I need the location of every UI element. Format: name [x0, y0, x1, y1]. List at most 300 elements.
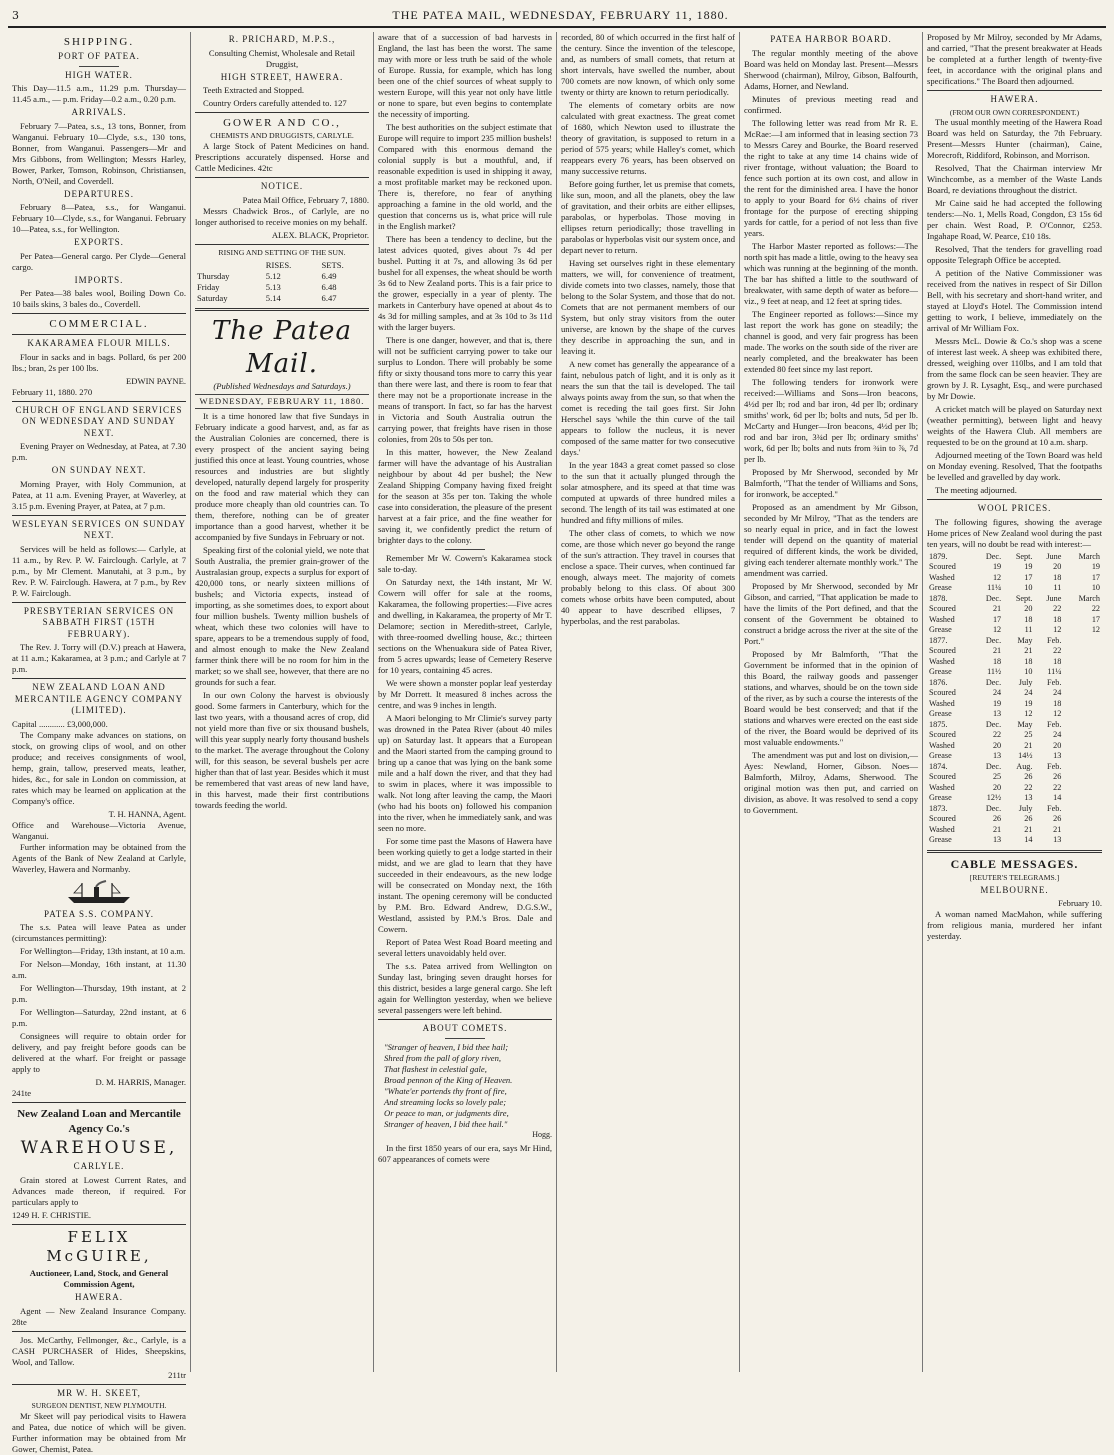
wool-table-cell: 18	[1053, 698, 1062, 708]
wool-table-cell: 12	[1053, 709, 1062, 718]
wool-table-cell: 19	[1024, 698, 1033, 708]
comets-text: In the first 1850 years of our era, says Mr Hind, 607 appearances of comets were	[378, 1142, 552, 1164]
wool-table-row	[927, 699, 1102, 710]
prichard-subheading: Consulting Chemist, Wholesale and Retail Druggist,	[208, 47, 356, 69]
sunday-heading: ON SUNDAY NEXT.	[51, 465, 147, 476]
wool-table-cell: Feb.	[1047, 803, 1062, 813]
local-item: On Saturday next, the 14th instant, Mr W. Cowern will offer for sale at the rooms, Kakaramea, the following properties:—Five acres and dwelling, in Kakaramea, the property of Mr T. Delamore; section in Meredith-street, Carlyle, with three-roomed dwelling house, &c.; thirteen sections on the Whenuakura side of Patea River, from 5 acres upwards; lease of Cemetery Reserve for 10 years, containing 45 acres.	[378, 577, 552, 675]
wool-table-cell: 1877.	[929, 635, 948, 645]
sunday-text: Morning Prayer, with Holy Communion, at Patea, at 11 a.m. Evening Prayer, at Waverley, at 3.15 p.m. Evening Prayer, at Patea, at 7 p.m.	[12, 478, 186, 511]
notice-heading: NOTICE.	[260, 181, 304, 192]
hawera-paragraph: A petition of the Native Commissioner was received from the natives in respect of Sir Dillon Bell, with his secretary and short-hand writer, and stayed at Lloyd's Hotel. The Commission intend getting to work, I believe, immediately on the arrival of Mr William Fox.	[927, 267, 1102, 333]
wool-table-cell: March	[1078, 593, 1100, 603]
harbor-board-heading: PATEA HARBOR BOARD.	[770, 34, 892, 44]
port-heading: PORT OF PATEA.	[58, 51, 140, 62]
wool-table-cell: Scoured	[929, 772, 956, 781]
patea-schedule-2: For Nelson—Monday, 16th instant, at 11.30 a.m.	[12, 959, 186, 981]
sun-row: Friday 5.13 6.48	[197, 281, 337, 292]
patea-signature: D. M. HARRIS, Manager.	[95, 1077, 186, 1088]
wool-table-row	[927, 720, 1102, 731]
wesleyan-heading: WESLEYAN SERVICES ON SUNDAY NEXT.	[12, 518, 186, 541]
wool-table-cell: Washed	[929, 656, 955, 666]
wool-table-cell	[1063, 657, 1102, 668]
commercial-heading: COMMERCIAL.	[49, 318, 149, 331]
wool-table-cell: Grease	[929, 835, 952, 844]
wool-table-cell: 10	[1024, 583, 1033, 592]
wool-table-row	[927, 825, 1102, 836]
wool-table-cell: 13	[992, 751, 1002, 760]
nz-loan-capital: Capital ............ £3,000,000.	[12, 718, 108, 729]
wool-table-cell: 19	[1024, 562, 1033, 571]
local-item: A Maori belonging to Mr Climie's survey party was drowned in the Patea River (about 40 miles up) on Saturday last. It appears that a European and the Maori started from the camping ground to bring up a canoe that was lying on the bank some mile and a half down the river, and that they had to swim in places, where it was impossible to walk. Not long after leaving the camp, the Maori (who had his boots on) followed his companion into the river, when he immediately sank, and was seen no more.	[378, 713, 552, 833]
hawera-paragraph: Resolved, That the Chairman interview Mr Winchcombe, as a member of the Waste Lands Board, re deviations throughout the district.	[927, 162, 1102, 195]
column-4	[557, 32, 740, 1372]
skeet-text: Mr Skeet will pay periodical visits to Hawera and Patea, due notice of which will be given. Further information may be obtained from Mr Gower, Chemist, Patea.	[12, 1411, 186, 1455]
notice-text: Messrs Chadwick Bros., of Carlyle, are no longer authorised to receive monies on my behalf.	[195, 205, 369, 227]
wool-table-cell: 10	[1024, 667, 1033, 676]
running-header	[8, 6, 1106, 28]
wool-table-cell: 14½	[1018, 751, 1033, 760]
editorial-paragraph: In this matter, however, the New Zealand farmer will have the advantage of his Australian neighbour by about 4d per bushel; the New Zealand Shipping Company having fixed freight for the season at 35s per ton. Taking the whole case into consideration, the pleasure of the present harvest at a fair price, and the fine weather for saving it, we confidently predict the return of brighter days to the colony.	[378, 447, 552, 545]
wool-table-row	[927, 657, 1102, 668]
wool-table-cell: Scoured	[929, 604, 956, 613]
shipping-heading: SHIPPING.	[63, 36, 135, 48]
wool-table-cell: Dec.	[985, 677, 1002, 687]
wool-table-row	[927, 709, 1102, 720]
comets-paragraph: The elements of cometary orbits are now calculated with great exactness. The great comet of 1680, which Newton used to illustrate the theory of gravitation, is supposed to return in a period of 575 years; while Halley's comet, which reappears every 76 years, has been observed on many successive returns.	[561, 100, 735, 176]
wool-table-cell: 1875.	[929, 719, 948, 729]
wool-table-cell: Washed	[929, 614, 955, 624]
prichard-teeth: Teeth Extracted and Stopped.	[203, 85, 305, 96]
wool-prices-table	[927, 552, 1102, 846]
high-water-text: This Day—11.5 a.m., 11.29 p.m. Thursday—11.45 a.m., — p.m. Friday—0.2 a.m., 0.20 p.m.	[12, 83, 186, 105]
wool-table-cell: 20	[1053, 562, 1062, 571]
nz-loan-text: The Company make advances on stations, on stock, on growing clips of wool, and on other produce; and receives consignments of wool, hemp, grain, tallow, preserved meats, leather, hides, &c., for sale in London on commission, at rates which may be learned on application at the Company's office.	[12, 729, 186, 806]
wool-table-cell: 18	[1053, 614, 1062, 624]
column-1	[8, 32, 191, 1455]
wool-table-cell: Scoured	[929, 688, 956, 697]
comets-paragraph: recorded, 80 of which occurred in the first half of the century. Since the invention of the telescope, and, as numbers of small comets, that return at short intervals, have swelled the number, about 700 comets are now known, of which only some twenty or thirty are known to return periodically.	[561, 32, 735, 97]
column-container	[8, 32, 1106, 1455]
poem-line: "Stranger of heaven, I bid thee hail;	[384, 1041, 509, 1052]
wool-table-cell: 20	[1053, 740, 1062, 750]
wool-table-cell: June	[1046, 551, 1062, 561]
wool-table-row	[927, 636, 1102, 647]
wool-table-cell: Scoured	[929, 646, 956, 655]
wool-table-cell: 14	[1024, 835, 1033, 844]
patea-schedule-1: For Wellington—Friday, 13th instant, at 10 a.m.	[20, 946, 186, 957]
wool-table-cell: 21	[992, 604, 1002, 613]
editorial-paragraph: In our own Colony the harvest is obviously good. Some farmers in Canterbury, which for the last two years, with a thousand acres of crop, did not yield more than five or six thousand bushels, will this year supply nearly forty thousand bushels to the market. The average throughout the Colony will, for this season, be several bushels per acre higher than that of last year. Besides which it must be remembered that vast areas of new land have, in this harvest, made their first contributions towards feeding the world.	[195, 690, 369, 811]
wool-table-cell: 17	[1091, 614, 1100, 624]
wool-table-cell	[1063, 835, 1102, 846]
wool-table-cell: 22	[1053, 604, 1062, 613]
wool-table-cell: 12	[1091, 625, 1100, 634]
wool-table-cell: 19	[992, 698, 1002, 708]
nz-loan-office: Office and Warehouse—Victoria Avenue, Wanganui.	[12, 819, 186, 841]
flour-text: Flour in sacks and in bags. Pollard, 6s per 200 lbs.; bran, 2s per 100 lbs.	[12, 351, 186, 373]
wool-table-cell: May	[1017, 719, 1033, 729]
wool-table-cell: 22	[1053, 782, 1062, 792]
poem-citation: Hogg.	[532, 1129, 552, 1139]
wool-table-cell: 12	[1024, 709, 1033, 718]
patea-code: 241te	[12, 1088, 32, 1099]
patea-company-heading: PATEA S.S. COMPANY.	[44, 908, 154, 919]
issue-dateline: WEDNESDAY, FEBRUARY 11, 1880.	[195, 394, 369, 409]
wool-table-cell	[1063, 762, 1102, 773]
wool-table-cell: 25	[1024, 730, 1033, 739]
harbor-paragraph: Proposed by Mr Sherwood, seconded by Mr Gibson, and carried, "That application be made to have the limits of the Port defined, and that the consent of the Government be obtained to construct a bridge across the river at the site of the Port."	[744, 580, 918, 646]
exports-heading: EXPORTS.	[74, 237, 124, 248]
wool-table-cell: July	[1018, 677, 1033, 687]
departures-heading: DEPARTURES.	[64, 188, 134, 199]
skeet-heading: MR W. H. SKEET,	[57, 1387, 141, 1398]
wesleyan-text: Services will be held as follows:— Carlyle, at 11 a.m., by Rev. P. W. Fairclough. Carlyle, at 7 p.m., by Mr Clement. Manutahi, at 3 p.m., by Rev. P. W. Fairclough. Hawera, at 7 p.m., by Rev P. W. Fairclough.	[12, 543, 186, 598]
cable-place: MELBOURNE.	[980, 884, 1049, 895]
wool-table-cell: Scoured	[929, 814, 956, 823]
wool-table-row	[927, 730, 1102, 741]
wool-table-cell: 25	[992, 772, 1002, 781]
arrivals-text: February 7—Patea, s.s., 13 tons, Bonner, from Wanganui. February 10—Clyde, s.s., 130 tons, Bonner, from Wanganui. Passengers—Mr and Mrs Gibbons, from Wellington; Messrs Harley, Bower, Parker, Tomson, Robinson, Christiansen, North, O'Neil, and Coverdell.	[12, 120, 186, 186]
flour-mills-heading: KAKARAMEA FLOUR MILLS.	[27, 338, 171, 349]
wool-table-cell: 19	[1091, 562, 1100, 571]
mcguire-heading: FELIX McGUIRE,	[46, 1227, 152, 1266]
church-heading: CHURCH OF ENGLAND SERVICES ON WEDNESDAY AND SUNDAY NEXT.	[15, 404, 183, 438]
wool-table-cell: 20	[992, 740, 1002, 750]
poem-line: Stranger of heaven, I bid thee hail."	[384, 1118, 508, 1129]
editorial-paragraph: The best authorities on the subject estimate that Europe will require to import 235 million bushels! Compared with this enormous demand the colonial supply is but a mouthful, and, if reasonable expedition is used in shipping it away, a most profitable market may be reckoned upon. There is, therefore, no fear of anything approaching a famine in the old world, and the question that concerns us is, what price will rule in the English market?	[378, 122, 552, 231]
poem-line: Shred from the pall of glory riven,	[384, 1052, 502, 1063]
wool-table-cell: Grease	[929, 751, 952, 760]
wool-table-cell: 22	[1053, 646, 1062, 655]
sun-row: Thursday 5.12 6.49	[197, 270, 337, 281]
wool-table-cell: 13	[992, 709, 1002, 718]
wool-table-cell: 19	[992, 562, 1002, 571]
wool-table-cell: 1873.	[929, 803, 948, 813]
wool-table-cell: Dec.	[985, 761, 1002, 771]
wool-table-cell	[1063, 720, 1102, 731]
wool-table-cell: 26	[992, 814, 1002, 823]
wool-table-cell: 18	[1053, 572, 1062, 582]
arrivals-heading: ARRIVALS.	[71, 107, 127, 118]
wool-table-cell: 10	[1091, 583, 1100, 592]
wool-table-row	[927, 804, 1102, 815]
wool-table-cell: Grease	[929, 583, 952, 592]
wool-table-cell: 26	[1024, 772, 1033, 781]
wool-table-row	[927, 793, 1102, 804]
wool-table-cell: 21	[1024, 740, 1033, 750]
wool-table-cell: 26	[1053, 772, 1062, 781]
wool-table-cell: 22	[992, 730, 1002, 739]
high-water-heading: HIGH WATER.	[65, 69, 133, 80]
presbyterian-text: The Rev. J. Torry will (D.V.) preach at Hawera, at 11 a.m.; Kakaramea, at 3 p.m.; and Carlyle at 7 p.m.	[12, 642, 186, 675]
local-item: For some time past the Masons of Hawera have been working quietly to get a lodge started in their midst, and we are glad to learn that they have succeeded in their endeavours, as the new lodge will be consecrated on Monday next, the 16th instant. The opening ceremony will be conducted by P.M. Bro. Edward Andrew, D.G.S.W., Westland, assisted by P.M.'s Bros. Dale and Cowern.	[378, 836, 552, 934]
presbyterian-heading: PRESBYTERIAN SERVICES ON SABBATH FIRST (15TH FEBRUARY).	[23, 605, 175, 639]
harbor-paragraph: Proposed by Mr Balmforth, "That the Government be informed that in the opinion of this Board, the railway goods and passenger stations, and wharves, should be on the town side of the river, as by such a course the interests of the Board would be best conserved; and that if the stations and wharves were erected on the east side of the river, the Board would be deprived of its most valuable endowments."	[744, 648, 918, 747]
wool-table-cell: Grease	[929, 625, 952, 634]
wool-table-row	[927, 814, 1102, 825]
wool-table-row	[927, 646, 1102, 657]
wool-table-cell: 21	[992, 824, 1002, 834]
wool-table-cell: Washed	[929, 698, 955, 708]
cable-source: [REUTER'S TELEGRAMS.]	[969, 872, 1060, 882]
wool-table-row	[927, 688, 1102, 699]
wool-prices-intro: The following figures, showing the average Home prices of New Zealand wool during the past ten years, will no doubt be read with interest:—	[927, 516, 1102, 549]
mcguire-place: HAWERA.	[74, 1292, 124, 1303]
harbor-paragraph: The following tenders for ironwork were received:—Williams and Sons—Iron beacons, 4½d per lb; rod and bar iron, 4d per lb; ordinary smiths' work, 6d per lb; bolts and nuts, 5d per lb. McCarty and Hunger—Iron beacons, 4½d per lb; rod and bar iron, 3¾d per lb; ordinary smiths' work, 6d per lb; bolts and nuts from ¾in to ⅞, 7d per lb.	[744, 376, 918, 464]
wool-table-cell: Scoured	[929, 562, 956, 571]
harbor-paragraph: The Engineer reported as follows:—Since my last report the work has gone on steadily; the channel is good, and very fair progress has been made. The works on the south side of the river are nearly completed, and the breakwater has been extended 80 feet since my last report.	[744, 308, 918, 374]
column-6	[923, 32, 1106, 1372]
wool-table-cell: Washed	[929, 740, 955, 750]
wool-table-cell: 18	[1053, 656, 1062, 666]
warehouse-heading: New Zealand Loan and Mercantile Agency Co.'s	[17, 1108, 181, 1135]
prichard-orders: Country Orders carefully attended to. 127	[203, 98, 347, 109]
prichard-place: HIGH STREET, HAWERA.	[220, 71, 344, 82]
patea-schedule-4: For Wellington—Saturday, 22nd instant, at 6 p.m.	[12, 1007, 186, 1029]
editorial-paragraph: There is one danger, however, and that is, there will not be sufficient carrying power to take our surplus to London. There will probably be some fifty or sixty thousand tons more to carry this year than there were last, and there is room to fear that there may not be a proportionate increase in the means of transport. In fact, so far has the harvest in Victoria and South Australia outrun the carrying power, that freights have risen in those colonies, from 20s to 50s per ton.	[378, 335, 552, 444]
wool-table-cell: 21	[1053, 824, 1062, 834]
wool-table-cell	[1063, 688, 1102, 699]
comets-paragraph: Before going further, let us premise that comets, like sun, moon, and all the planets, obey the law of gravitation, and their orbits are either ellipses, parabolas, or hyperbolas. Those moving in ellipses return periodically; those travelling in parabolas or hyperbolas visit our system once, and depart never to return.	[561, 179, 735, 255]
comets-paragraph: Having set ourselves right in these elementary matters, we will, for convenience of treatment, divide comets into two classes, namely, those that belong to the Solar System, and those that do not. Comets that are not permanent members of our System, but only stray visitors from the outer universe, are known by the shape of the curves they describe in approaching the sun, and in leaving it.	[561, 258, 735, 356]
wool-table-cell: May	[1017, 635, 1033, 645]
wool-table-cell: 13	[1053, 751, 1062, 760]
mcguire-agent: Agent — New Zealand Insurance Company. 28te	[12, 1305, 186, 1327]
wool-table-cell: 24	[1053, 688, 1062, 697]
warehouse-title: WAREHOUSE,	[20, 1137, 178, 1158]
wool-table-cell: 24	[1053, 730, 1062, 739]
cowern-notice: Remember Mr W. Cowern's Kakaramea stock sale to-day.	[378, 553, 552, 574]
wool-table-cell: 14	[1053, 793, 1062, 802]
wool-table-cell: 22	[1091, 604, 1100, 613]
nz-loan-heading: NEW ZEALAND LOAN AND MERCANTILE AGENCY COMPANY (LIMITED).	[14, 682, 184, 716]
wool-table-cell: 17	[992, 614, 1002, 624]
sun-column-rises: RISES.	[265, 259, 292, 270]
wool-table-row	[927, 667, 1102, 678]
wool-table-row	[927, 762, 1102, 773]
wool-table-row	[927, 678, 1102, 689]
wool-table-cell	[1063, 730, 1102, 741]
wool-table-cell: Sept.	[1015, 551, 1033, 561]
wool-table-cell: 13	[1053, 835, 1062, 844]
editorial-paragraph: Speaking first of the colonial yield, we note that South Australia, the premier grain-grower of the Australasian group, expects a surplus for export of 420,000 tons, or nearly sixteen millions of bushels; and Victoria expects, instead of importing, as she sometimes does, to export about four million bushels. Twenty million bushels of wheat, which these two colonies will have to spare, appears to be a tremendous supply of food, and almost enough to make the New Zealand farmer think there will be no room for him in the market; so we shall see, however, that there are no grounds for such a fear.	[195, 545, 369, 688]
wool-table-row	[927, 615, 1102, 626]
editorial-paragraph: There has been a tendency to decline, but the latest advices quoted, gives about 7s 4d per bushel. Putting it at 7s, and allowing 3s 6d per bushel for all expenses, the wheat should be worth 3s 6d to New Zealand ports. This is a fair price to the grower, especially in a year of plenty. The markets in Canterbury have opened at about 4s to 4s 3d for milling samples, and at 3s 10d to 3s 11d with the larger buyers.	[378, 234, 552, 332]
comets-paragraph: A new comet has generally the appearance of a faint, nebulous patch of light, and it is only as it nears the sun that the tail is developed. The tail always points away from the sun, so that when the comet is receding the tail goes first. Sir John Herschel says 'while the thin curve of the tail appears to follow the nucleus, it is never composed of the same matter for two consecutive days.'	[561, 359, 735, 457]
harbor-paragraph: Proposed by Mr Sherwood, seconded by Mr Balmforth, "That the tender of Williams and Sons, for ironwork, be accepted."	[744, 466, 918, 499]
wool-table-cell	[1063, 814, 1102, 825]
warehouse-text: Grain stored at Lowest Current Rates, and Advances made thereon, if required. For particulars apply to	[12, 1174, 186, 1207]
wool-table-cell: 21	[1024, 646, 1033, 655]
wool-table-cell: Feb.	[1047, 719, 1062, 729]
hawera-paragraph: The usual monthly meeting of the Hawera Road Board was held on Saturday, the 7th February. Present—Messrs Hunter (chairman), Caine, Morecroft, Riddiford, Robinson, and Morrison.	[927, 116, 1102, 160]
wool-table-cell: March	[1078, 551, 1100, 561]
harbor-paragraph: Proposed as an amendment by Mr Gibson, seconded by Mr Milroy, "That as the tenders are so nearly equal in price, and in fact the lowest tender will depend on the quantity of material required of different kinds, the work be divided, giving each tenderer alternate monthly work." The amendment was carried.	[744, 501, 918, 578]
column-2	[191, 32, 374, 1372]
sun-heading: RISING AND SETTING OF THE SUN.	[218, 247, 346, 257]
wool-table-cell: Grease	[929, 667, 952, 676]
wool-table-cell: 18	[1024, 614, 1033, 624]
exports-text: Per Patea—General cargo. Per Clyde—General cargo.	[12, 250, 186, 272]
wool-table-cell: 20	[992, 782, 1002, 792]
sun-row: Saturday 5.14 6.47	[197, 292, 337, 303]
wool-table-cell: 13	[1024, 793, 1033, 802]
hawera-paragraph: Adjourned meeting of the Town Board was held on Monday evening. Resolved, That the footpaths be levelled and gravelled by day work.	[927, 449, 1102, 482]
wool-table-cell: July	[1018, 803, 1033, 813]
wool-table-cell: Dec.	[985, 551, 1002, 561]
wool-table-cell: 1879.	[929, 551, 948, 561]
column-3	[374, 32, 557, 1372]
flour-date: February 11, 1880. 270	[12, 386, 93, 397]
wool-table-cell: Washed	[929, 782, 955, 792]
poem-line: Broad pennon of the King of Heaven.	[384, 1074, 513, 1085]
wool-table-cell: Grease	[929, 709, 952, 718]
comets-heading: ABOUT COMETS.	[422, 1023, 508, 1033]
wool-table-row	[927, 552, 1102, 563]
wool-table-cell	[1063, 699, 1102, 710]
wool-table-cell: Dec.	[985, 635, 1002, 645]
wool-table-row	[927, 604, 1102, 615]
wool-table-row	[927, 562, 1102, 573]
gower-text: A large Stock of Patent Medicines on hand. Prescriptions accurately dispensed. Horse and Cattle Medicines. 42tc	[195, 141, 369, 174]
wool-table-cell: 12	[992, 625, 1002, 634]
wool-table-cell: 18	[992, 656, 1002, 666]
wool-table-cell	[1063, 636, 1102, 647]
church-text: Evening Prayer on Wednesday, at Patea, at 7.30 p.m.	[12, 441, 186, 463]
sun-table	[195, 260, 369, 304]
hawera-paragraph: A cricket match will be played on Saturday next (weather permitting), between light and heavy weights of the Hawera Club. All members are requested to be on the ground at 10 a.m. sharp.	[927, 403, 1102, 447]
wool-table-row	[927, 772, 1102, 783]
column-5	[740, 32, 923, 1372]
wool-table-cell: 18	[1024, 656, 1033, 666]
steamship-icon	[64, 879, 134, 905]
notice-signature: ALEX. BLACK, Proprietor.	[271, 229, 369, 240]
wool-table-cell: 13	[992, 835, 1002, 844]
warehouse-place: CARLYLE.	[73, 1161, 125, 1172]
wool-table-row	[927, 625, 1102, 636]
notice-place: Patea Mail Office, February 7, 1880.	[242, 194, 369, 205]
wool-table-cell: Aug.	[1016, 761, 1033, 771]
patea-company-text: The s.s. Patea will leave Patea as under (circumstances permitting):	[12, 922, 186, 944]
wool-table-cell: 24	[992, 688, 1002, 697]
wool-table-cell	[1063, 751, 1102, 762]
wool-prices-heading: WOOL PRICES.	[977, 502, 1052, 513]
wool-table-row	[927, 751, 1102, 762]
harbor-paragraph: The Harbor Master reported as follows:—The north spit has made a little, owing to the heavy sea which was running at the beginning of the month. The bar has shifted a little to the southward of breakwater, with same depth of water as before—viz., 9 feet at neap, and 12 feet at spring tides.	[744, 240, 918, 306]
paper-nameplate: The Patea Mail.	[212, 315, 352, 379]
comets-paragraph: In the year 1843 a great comet passed so close to the sun that it actually plunged through the solar atmosphere, and its speed at that time was computed at upwards of three hundred miles a second. The length of its tail was estimated at one hundred and fifty millions of miles.	[561, 460, 735, 525]
wool-table-cell	[1063, 678, 1102, 689]
wool-table-row	[927, 583, 1102, 594]
wool-table-cell: Washed	[929, 824, 955, 834]
harbor-intro: The regular monthly meeting of the above Board was held on Monday last. Present—Messrs Sherwood (chairman), Milroy, Gibson, Balfourth, Adams, Horner, and Newland.	[744, 47, 918, 91]
wool-table-cell: Washed	[929, 572, 955, 582]
harbor-closing: Proposed by Mr Milroy, seconded by Mr Adams, and carried, "That the present breakwater at Heads be completed at a further length of twenty-five feet, in accordance with the original plans and specifications." The Board then adjourned.	[927, 32, 1102, 86]
harbor-paragraph: The following letter was read from Mr R. E. McRae:—I am informed that in leasing section 73 to Messrs Carey and Bourke, the Board reserved the right to take at any time 14 chains wide of river frontage, without valuation; the Board to fence such portion at its own cost, and allow in the rent for the diminished area. I have the honor to apply to your Board for 6½ chains of river frontage for the purpose of erecting shipping yards for cattle, for a period of not less than five years.	[744, 117, 918, 238]
wool-table-cell: 12	[992, 572, 1002, 582]
wool-table-cell	[1063, 772, 1102, 783]
wool-table-cell: 12½	[986, 793, 1002, 802]
wool-table-cell: 11	[1024, 625, 1033, 634]
wool-table-cell: Scoured	[929, 730, 956, 739]
warehouse-signature: 1249 H. F. CHRISTIE.	[12, 1209, 92, 1220]
local-item: The s.s. Patea arrived from Wellington on Sunday last, bringing seven draught horses for this district, besides a large general cargo. She left again for Wellington yesterday, when we believe several passengers were left behind.	[378, 961, 552, 1015]
wool-table-cell: Dec.	[985, 593, 1002, 603]
imports-heading: IMPORTS.	[74, 274, 124, 285]
wool-table-cell: 17	[1091, 572, 1100, 582]
wool-table-cell: 11¼	[1047, 667, 1062, 676]
hawera-paragraph: Mr Caine said he had accepted the following tenders:—No. 1, Mells Road, Congdon, £3 15s 6d per chain. West Road, P. O'Connor, £253. Ingahape Road, W. Pearce, £10 18s.	[927, 197, 1102, 241]
wool-table-cell: 12	[1053, 625, 1062, 634]
wool-table-cell: 1878.	[929, 593, 948, 603]
sun-column-sets: SETS.	[321, 259, 344, 270]
wool-table-row	[927, 783, 1102, 794]
nz-loan-signature: T. H. HANNA, Agent.	[108, 808, 186, 819]
wool-table-cell: 1874.	[929, 761, 948, 771]
flour-signature: EDWIN PAYNE.	[126, 375, 186, 386]
wool-table-cell: Sept.	[1015, 593, 1033, 603]
poem-line: And streaming locks so lovely pale;	[384, 1096, 507, 1107]
patea-consignees: Consignees will require to obtain order for delivery, and pay freight before goods can be delivered at the wharf. For freight or passage apply to	[12, 1031, 186, 1075]
local-item: We were shown a monster poplar leaf yesterday by Mr Dorrett. It measured 8 inches across the centre, and was 9 inches in length.	[378, 678, 552, 710]
hawera-paragraph: Resolved, That the tenders for gravelling road opposite Telegraph Office be accepted.	[927, 243, 1102, 265]
poem-line: "Whate'er portends thy front of fire,	[384, 1085, 507, 1096]
wool-table-cell	[1063, 804, 1102, 815]
steamship-illustration	[12, 879, 186, 905]
wool-table-cell: Feb.	[1047, 677, 1062, 687]
comets-paragraph: The other class of comets, to which we now come, are those which never go beyond the range of the sun's attraction. They travel in courses that enclose a space. Their curves, when continued far enough, always meet. The majority of comets probably belong to this class. Of about 300 comets whose orbits have been computed, about 40 appear to have described ellipses, 7 hyperbolas, and the rest parabolas.	[561, 528, 735, 626]
local-item: Report of Patea West Road Board meeting and several letters unavoidably held over.	[378, 937, 552, 958]
wool-table-cell: 21	[992, 646, 1002, 655]
wool-table-cell	[1063, 667, 1102, 678]
wool-table-cell: Dec.	[985, 719, 1002, 729]
skeet-subheading: SURGEON DENTIST, NEW PLYMOUTH.	[31, 1401, 167, 1411]
departures-text: February 8—Patea, s.s., for Wanganui. February 10—Clyde, s.s., for Wanganui. February 10—Patea, s.s., for Wellington.	[12, 202, 186, 235]
mccarthy-text: Jos. McCarthy, Fellmonger, &c., Carlyle, is a CASH PURCHASER of Hides, Sheepskins, Wool, and Tallow.	[12, 1334, 186, 1367]
prichard-heading: R. PRICHARD, M.P.S.,	[228, 34, 336, 44]
patea-schedule-3: For Wellington—Thursday, 19th instant, at 2 p.m.	[12, 983, 186, 1005]
editorial-paragraph: It is a time honored law that five Sundays in February indicate a good harvest, and, as far as the Australian Colonies are concerned, there is every prospect of the ancient saying being justified this once at least. Young countries, whose resources and industries are but slightly developed, naturally depend largely for prosperity on the food and raw material which they can produce more cheaply than old countries can. To them, therefore, nothing can be of greater importance than a good harvest, whether it be accompanied by five Sundays in February or not.	[195, 411, 369, 543]
wool-table-cell: Feb.	[1047, 635, 1062, 645]
page-number: 3	[12, 9, 19, 22]
wool-table-cell: 11½	[987, 667, 1002, 676]
wool-table-cell: 26	[1024, 814, 1033, 823]
wool-table-row	[927, 835, 1102, 846]
running-title: THE PATEA MAIL, WEDNESDAY, FEBRUARY 11, 1880.	[392, 8, 729, 22]
wool-table-cell: Dec.	[985, 803, 1002, 813]
wool-table-cell: 26	[1053, 814, 1062, 823]
poem-line: Or peace to man, or judgments dire,	[384, 1107, 509, 1118]
wool-table-cell	[1063, 709, 1102, 720]
wool-table-row	[927, 573, 1102, 584]
wool-table-cell: Grease	[929, 793, 952, 802]
wool-table-cell: 24	[1024, 688, 1033, 697]
wool-table-cell: 17	[1024, 572, 1033, 582]
wool-table-cell: 11¼	[987, 583, 1002, 592]
wool-table-cell	[1063, 783, 1102, 794]
nz-loan-more: Further information may be obtained from the Agents of the Bank of New Zealand at Carlyle, Waverley, Hawera and Normanby.	[12, 841, 186, 874]
wool-table-cell: 20	[1024, 604, 1033, 613]
wool-table-cell: 21	[1024, 824, 1033, 834]
wool-table-cell: June	[1046, 593, 1062, 603]
cable-messages-heading: CABLE MESSAGES.	[950, 856, 1079, 871]
hawera-paragraph: Messrs McL. Dowie & Co.'s shop was a scene of interest last week. A sheep was exhibited there, dressed, weighing over 110lbs, and I am told that from the same flock can be seen heavier. They are grown by J. R. Lysaght, Esq., and were purchased by Mr Dowie.	[927, 335, 1102, 401]
wool-table-row	[927, 741, 1102, 752]
wool-table-cell: 1876.	[929, 677, 948, 687]
wool-table-cell	[1063, 741, 1102, 752]
gower-subheading: CHEMISTS AND DRUGGISTS, CARLYLE.	[210, 131, 354, 141]
